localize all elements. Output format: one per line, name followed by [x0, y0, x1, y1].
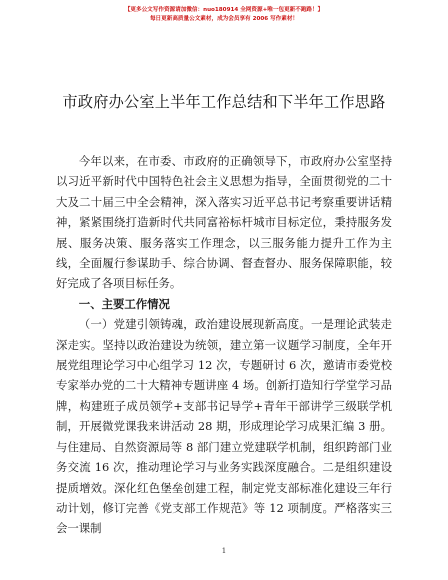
promo-banner	[0, 6, 448, 24]
intro-paragraph: 今年以来，在市委、市政府的正确领导下，市政府办公室坚持以习近平新时代中国特色社会主义思想为指导，全面贯彻党的二十大及二十届三中全会精神，深入落实习近平总书记考察重要讲话精神，紧紧围绕打造新时代共同富裕标杆城市目标定位，秉持服务发展、服务决策、服务落实工作理念，以三服务能力提升工作为主线，全面履行参谋助手、综合协调、督查督办、服务保障职能，较好完成了各项目标任务。	[56, 154, 392, 291]
section-paragraph: （一）党建引领铸魂，政治建设展现新高度。一是理论武装走深走实。坚持以政治建设为统领，建立第一议题学习制度，全年开展党组理论学习中心组学习 12 次，专题研讨 6 次，邀请市委党校专家举办党的二十大精神专题讲座 4 场。创新打造知行学堂学习品牌，构建班子成员领学+支部书记导学+青年干部讲学三级联学机制，开展微党课我来讲活动 28 期，形成理论学习成果汇编 3 册。与住建局、自然资源局等 8 部门建立党建联学机制，组织跨部门业务交流 16 次，推动理论学习与业务实践深度融合。二是组织建设提质增效。深化红色堡垒创建工程，制定党支部标准化建设三年行动计划，修订完善《党支部工作规范》等 12 项制度。严格落实三会一课制	[56, 317, 392, 536]
promo-line-2: 每日更新高质量公文素材，成为会员享有 2006 写作素材！	[149, 16, 299, 22]
page-number: 1	[221, 547, 227, 555]
document-body	[56, 151, 392, 539]
document-title: 市政府办公室上半年工作总结和下半年工作思路	[62, 93, 386, 111]
section-heading: 一、主要工作情况	[78, 296, 170, 311]
promo-line-1: 【更多公文写作资源请加微信：nuo180914 全网资源+唯一包更新不跑路！】	[124, 7, 324, 13]
